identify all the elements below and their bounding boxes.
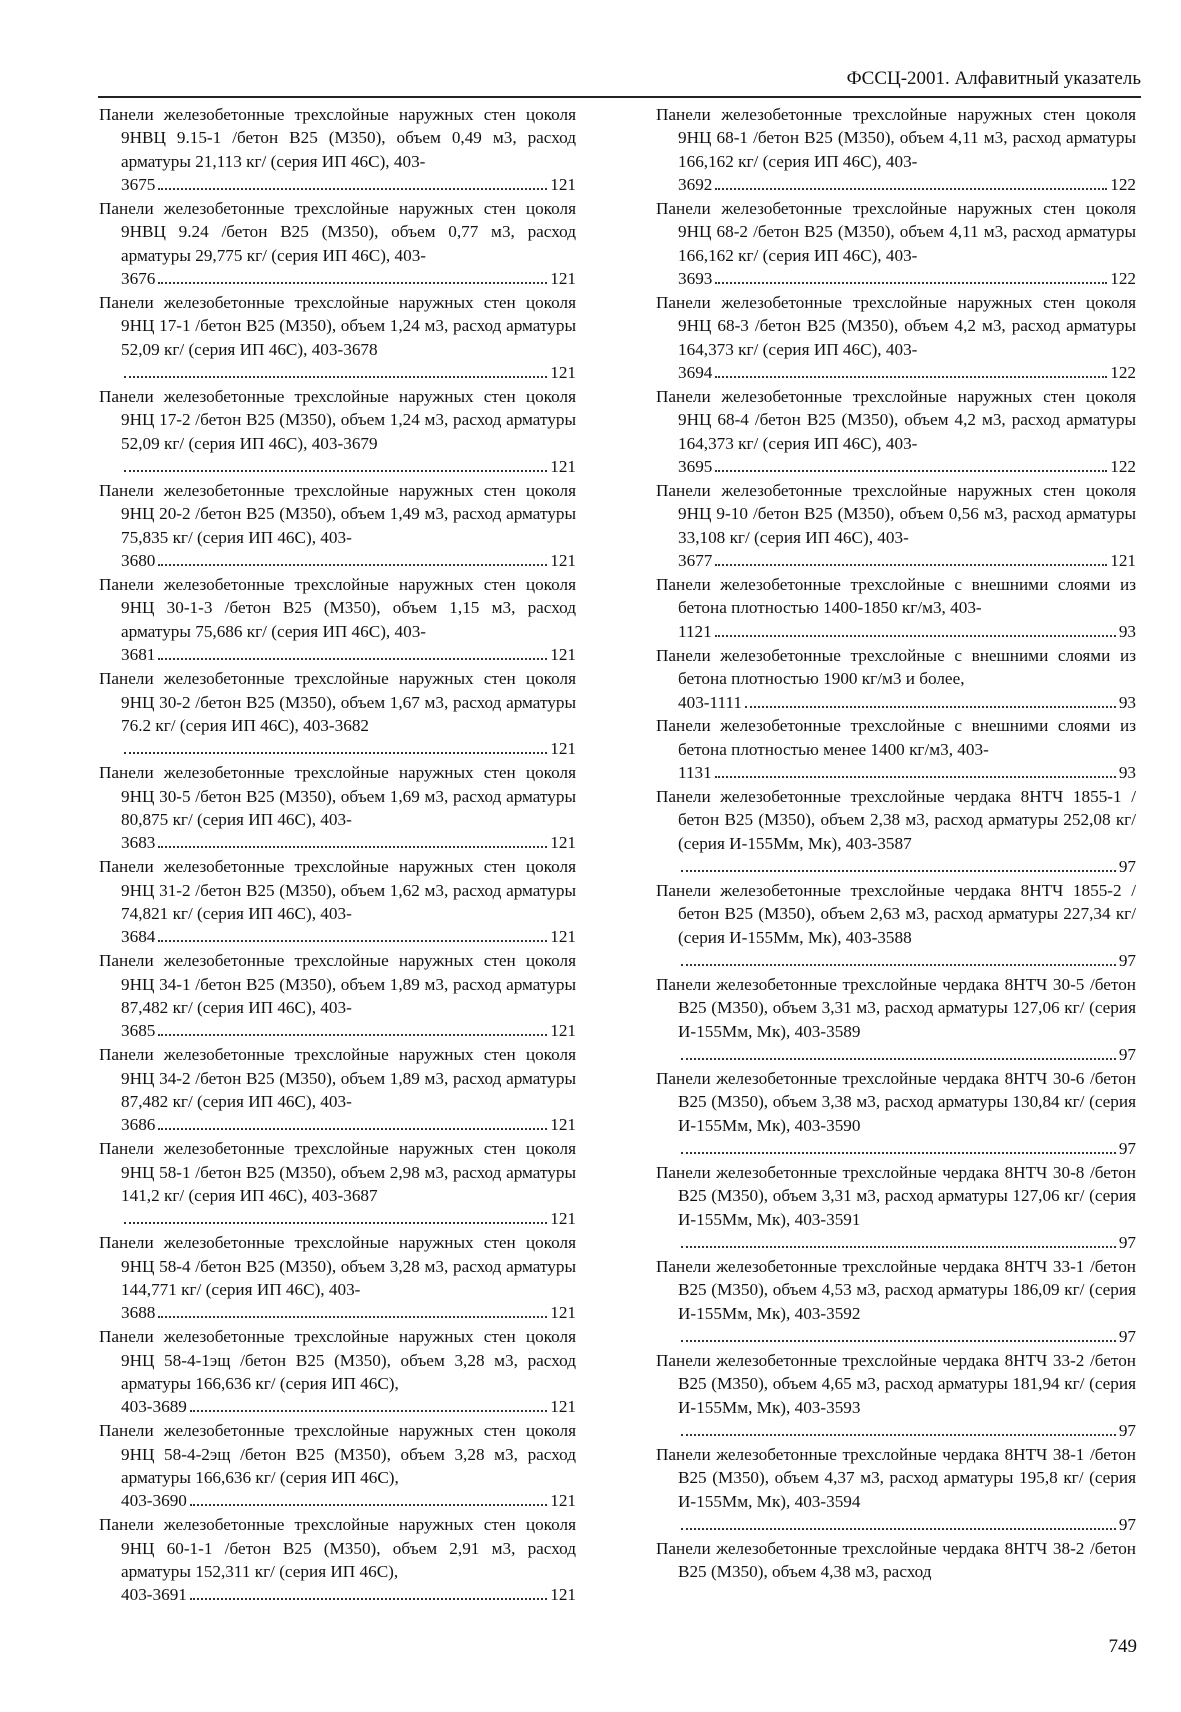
index-entry [656, 103, 1136, 197]
entry-code: 3680 [121, 551, 156, 571]
dot-leader [681, 964, 1116, 966]
index-entry [99, 573, 576, 667]
index-entry [99, 1231, 576, 1325]
entry-code: 403-3691 [121, 1585, 187, 1605]
entry-leader-line [121, 455, 576, 478]
entry-page-ref: 97 [1118, 1233, 1136, 1253]
dot-leader [158, 940, 547, 942]
entry-page-ref: 121 [550, 927, 576, 947]
entry-code: 3675 [121, 175, 156, 195]
entry-leader-line [678, 1043, 1136, 1066]
entry-page-ref: 121 [550, 363, 576, 383]
dot-leader [190, 1598, 547, 1600]
entry-page-ref: 93 [1118, 763, 1136, 783]
dot-leader [124, 376, 547, 378]
entry-text: Панели железобетонные трехслойные наружных стен цоколя 9НЦ 30-2 /бетон В25 (М350), объем 1,67 м3, расход арматуры 76.2 кг/ (серия ИП 46С), 403-3682 [99, 669, 576, 735]
dot-leader [190, 1410, 547, 1412]
dot-leader [681, 1340, 1116, 1342]
entry-leader-line [678, 855, 1136, 878]
entry-code: 1121 [678, 621, 712, 641]
entry-text: Панели железобетонные трехслойные наружных стен цоколя 9НЦ 34-1 /бетон В25 (М350), объем 1,89 м3, расход арматуры 87,482 кг/ (серия ИП 46С), 403- [99, 951, 576, 1017]
entry-page-ref: 122 [1110, 269, 1136, 289]
index-entry [99, 385, 576, 479]
index-column-left [99, 103, 576, 1607]
index-entry [656, 573, 1136, 643]
dot-leader [681, 870, 1116, 872]
index-column-right [656, 103, 1136, 1584]
entry-code: 403-3689 [121, 1397, 187, 1417]
index-entry [99, 1419, 576, 1513]
entry-page-ref: 121 [550, 645, 576, 665]
entry-text: Панели железобетонные трехслойные наружных стен цоколя 9НЦ 60-1-1 /бетон В25 (М350), объем 2,91 м3, расход арматуры 152,311 кг/ (серия ИП 46С), [99, 1515, 576, 1582]
entry-leader-line [121, 361, 576, 384]
dot-leader [715, 282, 1107, 284]
entry-text: Панели железобетонные трехслойные с внешними слоями из бетона плотностью менее 1400 кг/м3, 403- [656, 716, 1136, 759]
entry-code: 3693 [678, 269, 713, 289]
index-entry [656, 785, 1136, 879]
entry-leader-line [678, 267, 1136, 290]
entry-page-ref: 121 [550, 1397, 576, 1417]
index-entry [656, 1255, 1136, 1349]
entry-code: 3683 [121, 833, 156, 853]
entry-leader-line [678, 361, 1136, 384]
entry-page-ref: 121 [550, 739, 576, 759]
dot-leader [190, 1504, 547, 1506]
entry-text: Панели железобетонные трехслойные наружных стен цоколя 9НЦ 17-2 /бетон В25 (М350), объем 1,24 м3, расход арматуры 52,09 кг/ (серия ИП 46С), 403-3679 [99, 387, 576, 453]
index-entry [656, 1537, 1136, 1584]
entry-page-ref: 122 [1110, 363, 1136, 383]
entry-text: Панели железобетонные трехслойные наружных стен цоколя 9НЦ 34-2 /бетон В25 (М350), объем 1,89 м3, расход арматуры 87,482 кг/ (серия ИП 46С), 403- [99, 1045, 576, 1111]
entry-leader-line [678, 761, 1136, 784]
entry-code: 1131 [678, 763, 712, 783]
entry-text: Панели железобетонные трехслойные чердака 8НТЧ 30-5 /бетон В25 (М350), объем 3,31 м3, расход арматуры 127,06 кг/ (серия И-155Мм, Мк), 403-3589 [656, 974, 1136, 1041]
entry-leader-line [121, 1301, 576, 1324]
entry-code: 3686 [121, 1115, 156, 1135]
entry-leader-line [678, 455, 1136, 478]
index-entry [656, 1067, 1136, 1161]
entry-page-ref: 97 [1118, 1045, 1136, 1065]
dot-leader [124, 470, 547, 472]
entry-page-ref: 97 [1118, 951, 1136, 971]
dot-leader [715, 564, 1107, 566]
entry-text: Панели железобетонные трехслойные наружных стен цоколя 9НЦ 68-3 /бетон В25 (М350), объем 4,2 м3, расход арматуры 164,373 кг/ (серия ИП 46С), 403- [656, 293, 1136, 359]
entry-leader-line [678, 1325, 1136, 1348]
dot-leader [715, 776, 1116, 778]
entry-text: Панели железобетонные трехслойные наружных стен цоколя 9НЦ 58-4 /бетон В25 (М350), объем 3,28 м3, расход арматуры 144,771 кг/ (серия ИП 46С), 403- [99, 1233, 576, 1299]
index-entry [99, 855, 576, 949]
index-entry [656, 714, 1136, 784]
index-entry [99, 949, 576, 1043]
entry-leader-line [121, 549, 576, 572]
dot-leader [158, 1128, 547, 1130]
entry-code: 403-1111 [678, 692, 742, 712]
entry-text: Панели железобетонные трехслойные чердака 8НТЧ 38-1 /бетон В25 (М350), объем 4,37 м3, расход арматуры 195,8 кг/ (серия И-155Мм, Мк), 403-3594 [656, 1445, 1136, 1511]
index-entry [99, 761, 576, 855]
index-entry [99, 667, 576, 761]
entry-code: 3685 [121, 1021, 156, 1041]
entry-leader-line [678, 691, 1136, 714]
entry-leader-line [121, 173, 576, 196]
dot-leader [681, 1434, 1116, 1436]
entry-text: Панели железобетонные трехслойные наружных стен цоколя 9НЦ 9-10 /бетон В25 (М350), объем 0,56 м3, расход арматуры 33,108 кг/ (серия ИП 46С), 403- [656, 481, 1136, 547]
entry-page-ref: 97 [1118, 1515, 1136, 1535]
entry-leader-line [121, 831, 576, 854]
entry-leader-line [678, 1419, 1136, 1442]
entry-text: Панели железобетонные трехслойные чердака 8НТЧ 30-8 /бетон В25 (М350), объем 3,31 м3, расход арматуры 127,06 кг/ (серия И-155Мм, Мк), 403-3591 [656, 1162, 1136, 1229]
dot-leader [158, 564, 547, 566]
dot-leader [158, 282, 547, 284]
entry-page-ref: 122 [1110, 175, 1136, 195]
entry-page-ref: 121 [550, 1585, 576, 1605]
entry-text: Панели железобетонные трехслойные наружных стен цоколя 9НЦ 68-2 /бетон В25 (М350), объем 4,11 м3, расход арматуры 166,162 кг/ (серия ИП 46С), 403- [656, 199, 1136, 265]
index-entry [656, 479, 1136, 573]
entry-leader-line [121, 1395, 576, 1418]
index-entry [99, 1325, 576, 1419]
entry-page-ref: 121 [550, 551, 576, 571]
entry-page-ref: 121 [550, 1303, 576, 1323]
entry-page-ref: 121 [550, 269, 576, 289]
entry-page-ref: 122 [1110, 457, 1136, 477]
index-entry [99, 1043, 576, 1137]
entry-text: Панели железобетонные трехслойные наружных стен цоколя 9НЦ 58-1 /бетон В25 (М350), объем 2,98 м3, расход арматуры 141,2 кг/ (серия ИП 46С), 403-3687 [99, 1139, 576, 1205]
dot-leader [715, 470, 1107, 472]
index-entry [99, 103, 576, 197]
dot-leader [745, 706, 1116, 708]
entry-text: Панели железобетонные трехслойные наружных стен цоколя 9НЦ 58-4-1эщ /бетон В25 (М350), объем 3,28 м3, расход арматуры 166,636 кг/ (серия ИП 46С), [99, 1327, 576, 1394]
entry-page-ref: 121 [1110, 551, 1136, 571]
dot-leader [158, 188, 547, 190]
dot-leader [124, 752, 547, 754]
entry-code: 3677 [678, 551, 713, 571]
entry-leader-line [678, 949, 1136, 972]
entry-leader-line [678, 173, 1136, 196]
index-entry [656, 973, 1136, 1067]
entry-code: 3688 [121, 1303, 156, 1323]
entry-text: Панели железобетонные трехслойные наружных стен цоколя 9НЦ 30-5 /бетон В25 (М350), объем 1,69 м3, расход арматуры 80,875 кг/ (серия ИП 46С), 403- [99, 763, 576, 829]
dot-leader [681, 1246, 1116, 1248]
index-entry [99, 291, 576, 385]
entry-text: Панели железобетонные трехслойные наружных стен цоколя 9НЦ 30-1-3 /бетон В25 (М350), объем 1,15 м3, расход арматуры 75,686 кг/ (серия ИП 46С), 403- [99, 575, 576, 641]
entry-text: Панели железобетонные трехслойные чердака 8НТЧ 30-6 /бетон В25 (М350), объем 3,38 м3, расход арматуры 130,84 кг/ (серия И-155Мм, Мк), 403-3590 [656, 1068, 1136, 1135]
dot-leader [124, 1222, 547, 1224]
entry-page-ref: 97 [1118, 1327, 1136, 1347]
entry-code: 3676 [121, 269, 156, 289]
index-entry [99, 197, 576, 291]
entry-leader-line [121, 1113, 576, 1136]
entry-page-ref: 121 [550, 1491, 576, 1511]
entry-code: 3694 [678, 363, 713, 383]
dot-leader [158, 1034, 547, 1036]
entry-page-ref: 97 [1118, 857, 1136, 877]
entry-code: 3692 [678, 175, 713, 195]
entry-code: 3681 [121, 645, 156, 665]
entry-code: 3684 [121, 927, 156, 947]
entry-text: Панели железобетонные трехслойные наружных стен цоколя 9НЦ 68-1 /бетон В25 (М350), объем 4,11 м3, расход арматуры 166,162 кг/ (серия ИП 46С), 403- [656, 105, 1136, 171]
entry-leader-line [121, 1583, 576, 1606]
entry-page-ref: 93 [1118, 621, 1136, 641]
entry-leader-line [678, 1513, 1136, 1536]
dot-leader [715, 188, 1107, 190]
entry-text: Панели железобетонные трехслойные чердака 8НТЧ 38-2 /бетон В25 (М350), объем 4,38 м3, расход [656, 1539, 1136, 1582]
entry-text: Панели железобетонные трехслойные наружных стен цоколя 9НЦ 17-1 /бетон В25 (М350), объем 1,24 м3, расход арматуры 52,09 кг/ (серия ИП 46С), 403-3678 [99, 293, 576, 359]
dot-leader [158, 658, 547, 660]
entry-leader-line [121, 1207, 576, 1230]
entry-text: Панели железобетонные трехслойные чердака 8НТЧ 1855-2 /бетон В25 (М350), объем 2,63 м3, расход арматуры 227,34 кг/ (серия И-155Мм, Мк), 403-3588 [656, 880, 1136, 947]
index-entry [656, 385, 1136, 479]
entry-text: Панели железобетонные трехслойные наружных стен цоколя 9НЦ 31-2 /бетон В25 (М350), объем 1,62 м3, расход арматуры 74,821 кг/ (серия ИП 46С), 403- [99, 857, 576, 923]
entry-page-ref: 97 [1118, 1139, 1136, 1159]
header-title: ФССЦ-2001. Алфавитный указатель [846, 68, 1141, 89]
entry-page-ref: 121 [550, 1021, 576, 1041]
running-header [98, 66, 1141, 98]
entry-text: Панели железобетонные трехслойные наружных стен цоколя 9НВЦ 9.24 /бетон В25 (М350), объем 0,77 м3, расход арматуры 29,775 кг/ (серия ИП 46С), 403- [99, 199, 576, 265]
entry-text: Панели железобетонные трехслойные с внешними слоями из бетона плотностью 1900 кг/м3 и более, [656, 645, 1136, 689]
entry-text: Панели железобетонные трехслойные чердака 8НТЧ 1855-1 /бетон В25 (М350), объем 2,38 м3, расход арматуры 252,08 кг/ (серия И-155Мм, Мк), 403-3587 [656, 786, 1136, 853]
entry-page-ref: 97 [1118, 1421, 1136, 1441]
entry-code: 403-3690 [121, 1491, 187, 1511]
entry-leader-line [121, 737, 576, 760]
dot-leader [158, 846, 547, 848]
dot-leader [715, 376, 1107, 378]
entry-leader-line [678, 620, 1136, 643]
index-entry [656, 644, 1136, 714]
index-entry [656, 1349, 1136, 1443]
entry-page-ref: 121 [550, 175, 576, 195]
index-entry [99, 1513, 576, 1607]
entry-page-ref: 121 [550, 1209, 576, 1229]
dot-leader [158, 1316, 547, 1318]
dot-leader [681, 1152, 1116, 1154]
entry-text: Панели железобетонные трехслойные наружных стен цоколя 9НЦ 68-4 /бетон В25 (М350), объем 4,2 м3, расход арматуры 164,373 кг/ (серия ИП 46С), 403- [656, 387, 1136, 453]
entry-leader-line [678, 549, 1136, 572]
entry-leader-line [121, 925, 576, 948]
index-entry [99, 1137, 576, 1231]
index-entry [656, 879, 1136, 973]
index-entry [656, 197, 1136, 291]
entry-text: Панели железобетонные трехслойные чердака 8НТЧ 33-2 /бетон В25 (М350), объем 4,65 м3, расход арматуры 181,94 кг/ (серия И-155Мм, Мк), 403-3593 [656, 1351, 1136, 1417]
entry-page-ref: 93 [1118, 692, 1136, 712]
index-entry [656, 1161, 1136, 1255]
index-entry [656, 291, 1136, 385]
entry-text: Панели железобетонные трехслойные наружных стен цоколя 9НЦ 58-4-2эщ /бетон В25 (М350), объем 3,28 м3, расход арматуры 166,636 кг/ (серия ИП 46С), [99, 1421, 576, 1488]
dot-leader [681, 1528, 1116, 1530]
entry-page-ref: 121 [550, 833, 576, 853]
index-entry [99, 479, 576, 573]
entry-page-ref: 121 [550, 1115, 576, 1135]
entry-leader-line [678, 1137, 1136, 1160]
dot-leader [681, 1058, 1116, 1060]
index-entry [656, 1443, 1136, 1537]
entry-text: Панели железобетонные трехслойные наружных стен цоколя 9НЦ 20-2 /бетон В25 (М350), объем 1,49 м3, расход арматуры 75,835 кг/ (серия ИП 46С), 403- [99, 481, 576, 547]
entry-text: Панели железобетонные трехслойные наружных стен цоколя 9НВЦ 9.15-1 /бетон В25 (М350), объем 0,49 м3, расход арматуры 21,113 кг/ (серия ИП 46С), 403- [99, 105, 576, 171]
entry-text: Панели железобетонные трехслойные чердака 8НТЧ 33-1 /бетон В25 (М350), объем 4,53 м3, расход арматуры 186,09 кг/ (серия И-155Мм, Мк), 403-3592 [656, 1256, 1136, 1323]
entry-leader-line [121, 1489, 576, 1512]
dot-leader [715, 635, 1116, 637]
entry-text: Панели железобетонные трехслойные с внешними слоями из бетона плотностью 1400-1850 кг/м3, 403- [656, 575, 1136, 618]
entry-leader-line [678, 1231, 1136, 1254]
page-number: 749 [1108, 1636, 1137, 1657]
entry-page-ref: 121 [550, 457, 576, 477]
entry-leader-line [121, 643, 576, 666]
entry-code: 3695 [678, 457, 713, 477]
entry-leader-line [121, 267, 576, 290]
entry-leader-line [121, 1019, 576, 1042]
